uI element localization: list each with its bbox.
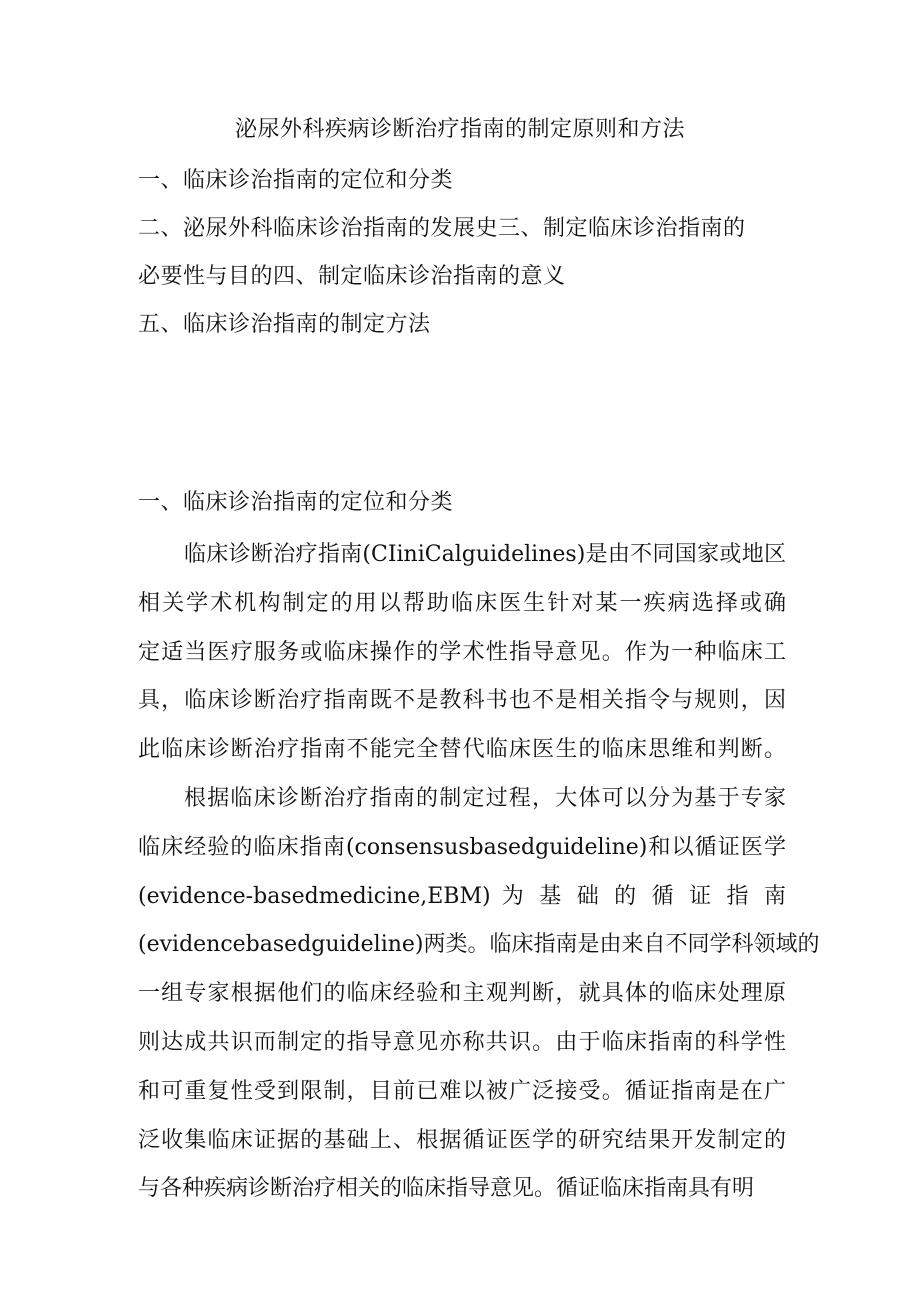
paragraph-line: 和可重复性受到限制，目前已难以被广泛接受。循证指南是在广: [138, 1078, 786, 1104]
paragraph-line: 泛收集临床证据的基础上、根据循证医学的研究结果开发制定的: [138, 1127, 786, 1153]
toc-line: 二、泌尿外科临床诊治指南的发展史三、制定临床诊治指南的: [138, 216, 746, 241]
paragraph-line: 则达成共识而制定的指导意见亦称共识。由于临床指南的科学性: [138, 1029, 786, 1055]
paragraph-line: 临床经验的临床指南(consensusbasedguideline)和以循证医学: [138, 834, 786, 860]
paragraph-line: 此临床诊断治疗指南不能完全替代临床医生的临床思维和判断。: [138, 737, 786, 763]
paragraph-line: (evidencebasedguideline)两类。临床指南是由来自不同学科领域的: [138, 932, 820, 958]
document-title: 泌尿外科疾病诊断治疗指南的制定原则和方法: [234, 117, 685, 142]
paragraph: [138, 775, 820, 1214]
paragraph: [138, 531, 786, 775]
toc-line: 一、临床诊治指南的定位和分类: [138, 168, 454, 193]
paragraph-line: 具，临床诊断治疗指南既不是教科书也不是相关指令与规则，因: [138, 688, 786, 714]
paragraph-line: 与各种疾病诊断治疗相关的临床指导意见。循证临床指南具有明: [138, 1176, 755, 1202]
body-text: [138, 531, 820, 1214]
toc-line: 必要性与目的四、制定临床诊治指南的意义: [138, 264, 566, 289]
section-heading: 一、临床诊治指南的定位和分类: [138, 490, 454, 515]
paragraph-line: 定适当医疗服务或临床操作的学术性指导意见。作为一种临床工: [138, 639, 786, 665]
paragraph-line: 临床诊断治疗指南(CIiniCalguidelines)是由不同国家或地区: [184, 542, 786, 567]
paragraph-line: 根据临床诊断治疗指南的制定过程，大体可以分为基于专家: [184, 785, 786, 811]
toc-line: 五、临床诊治指南的制定方法: [138, 312, 431, 337]
paragraph-line: 相关学术机构制定的用以帮助临床医生针对某一疾病选择或确: [138, 590, 786, 616]
table-of-contents: [138, 157, 788, 349]
paragraph-line: 一组专家根据他们的临床经验和主观判断，就具体的临床处理原: [138, 981, 786, 1007]
paragraph-line: (evidence-basedmedicine,EBM) 为 基 础 的 循 证 指 南: [138, 883, 786, 909]
